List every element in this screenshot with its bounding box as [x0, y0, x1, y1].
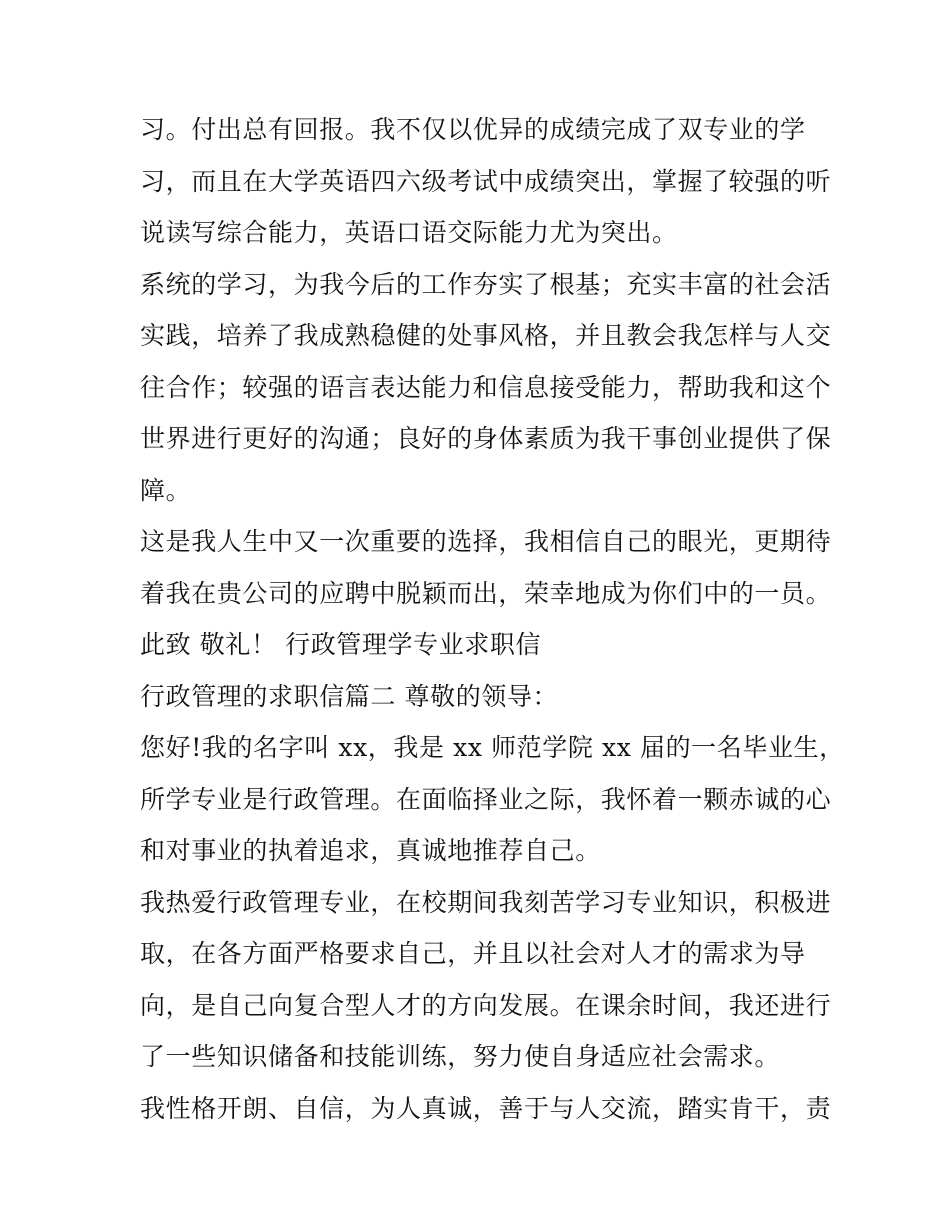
text-line: 所学专业是行政管理。在面临择业之际，我怀着一颗赤诚的心 — [140, 784, 832, 814]
text-line: 往合作；较强的语言表达能力和信息接受能力，帮助我和这个 — [140, 372, 832, 402]
text-line: 和对事业的执着追求，真诚地推荐自己。 — [140, 836, 601, 865]
text-line: 实践，培养了我成熟稳健的处事风格，并且教会我怎样与人交 — [140, 321, 832, 350]
text-line: 着我在贵公司的应聘中脱颖而出，荣幸地成为你们中的一员。 — [140, 578, 832, 608]
text-line: 了一些知识储备和技能训练，努力使自身适应社会需求。 — [140, 1042, 781, 1071]
text-line: 您好!我的名字叫 xx，我是 xx 师范学院 xx 届的一名毕业生， — [140, 733, 845, 762]
text-line: 此致 敬礼！ 行政管理学专业求职信 — [140, 630, 542, 659]
text-line: 系统的学习，为我今后的工作夯实了根基；充实丰富的社会活 — [140, 269, 832, 299]
text-line: 我热爱行政管理专业，在校期间我刻苦学习专业知识，积极进 — [140, 887, 832, 917]
text-line: 这是我人生中又一次重要的选择，我相信自己的眼光，更期待 — [140, 527, 832, 556]
text-line: 习。付出总有回报。我不仅以优异的成绩完成了双专业的学 — [140, 115, 806, 144]
text-line: 世界进行更好的沟通；良好的身体素质为我干事创业提供了保 — [140, 424, 832, 453]
text-line: 障。 — [140, 475, 192, 505]
text-line: 习，而且在大学英语四六级考试中成绩突出，掌握了较强的听 — [140, 166, 832, 196]
text-line: 说读写综合能力，英语口语交际能力尤为突出。 — [140, 218, 678, 247]
document-body — [140, 112, 845, 1142]
text-line: 行政管理的求职信篇二 尊敬的领导： — [140, 681, 559, 711]
text-line: 向，是自己向复合型人才的方向发展。在课余时间，我还进行 — [140, 990, 832, 1020]
text-line: 我性格开朗、自信，为人真诚，善于与人交流，踏实肯干，责 — [140, 1093, 832, 1123]
text-line: 取，在各方面严格要求自己，并且以社会对人才的需求为导 — [140, 939, 806, 968]
